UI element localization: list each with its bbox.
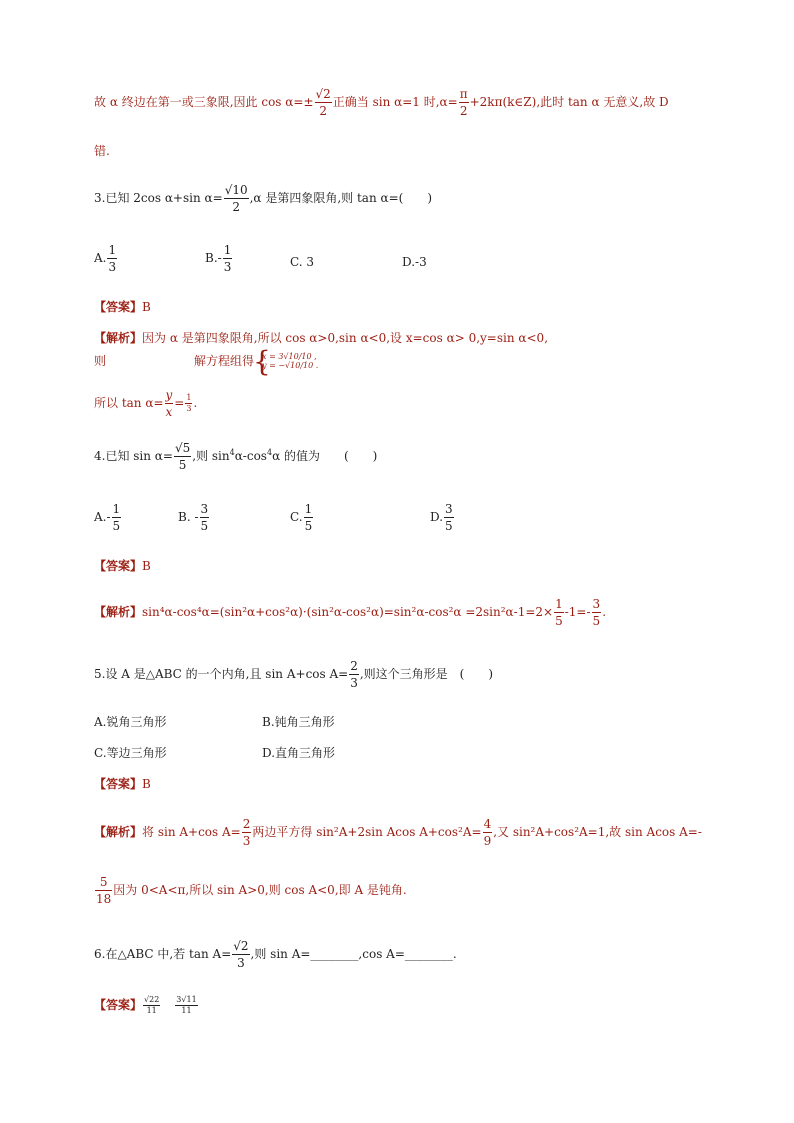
solution-line-2: 错. [94, 144, 110, 158]
option-d: D.直角三角形 [262, 746, 336, 760]
equation-system: { x = 3√10/10 , y = −√10/10 . [254, 352, 318, 371]
question-5: 5.设 A 是△ABC 的一个内角,且 sin A+cos A= $\frac{2}{3}$ ,则这个三角形是 ( ) [94, 659, 494, 690]
option-d: D. $\frac{3}{5}$ [430, 502, 453, 533]
analysis-5-line-2: $\frac{5}{18}$ 因为 0<A<π,所以 sin A>0,则 cos A<0,即 A 是钝角. [96, 875, 407, 906]
text: 故 α 终边在第一或三象限,因此 cos α=± [94, 95, 314, 109]
option-a: A.锐角三角形 [94, 715, 167, 729]
fraction: $\frac{√10}{2}$ [224, 183, 248, 214]
option-c: C. 3 [290, 255, 315, 269]
option-d: D.-3 [402, 255, 427, 269]
text: 正确当 sin α=1 时,α= [332, 95, 458, 109]
option-b: B.- $\frac{1}{3}$ [205, 243, 232, 274]
option-b: B.钝角三角形 [262, 715, 335, 729]
question-4: 4.已知 sin α= $\frac{√5}{5}$ ,则 $\sin^4\alpha-\cos^4\alpha$ 的值为 ( ) [94, 441, 378, 472]
analysis-3-line-2: 则 解方程组得 { x = 3√10/10 , y = −√10/10 . [94, 352, 318, 371]
answer-3: 【答案】B [94, 300, 151, 314]
analysis-4: 【解析】sin⁴α-cos⁴α=(sin²α+cos²α)·(sin²α-cos²α)=sin²α-cos²α =2sin²α-1=2× $\frac{1}{5}$ -1=- $\frac{3}{5}$ . [94, 597, 607, 628]
analysis-5-line-1: 【解析】将 sin A+cos A= $\frac{2}{3}$ 两边平方得 sin²A+2sin Acos A+cos²A= $\frac{4}{9}$ ,又 sin²A+cos²A=1,故 sin Acos A=- [94, 817, 702, 848]
solution-line-1 [94, 88, 669, 117]
fraction: $\frac{\pi}{2}$ [459, 87, 468, 118]
option-a: A. $\frac{1}{3}$ [94, 243, 117, 274]
question-6: 6.在△ABC 中,若 tan A= $\frac{√2}{3}$ ,则 sin A=________,cos A=________. [94, 939, 457, 970]
option-c: C. $\frac{1}{5}$ [290, 502, 313, 533]
option-a: A.- $\frac{1}{5}$ [94, 502, 121, 533]
analysis-3-line-3: 所以 tan α= $\frac{y}{x}$ = $\frac{1}{3}$ . [94, 388, 198, 419]
option-c: C.等边三角形 [94, 746, 167, 760]
text: +2kπ(k∈Z),此时 tan α 无意义,故 D [469, 95, 669, 109]
answer-5: 【答案】B [94, 777, 151, 791]
analysis-3-line-1: 【解析】因为 α 是第四象限角,所以 cos α>0,sin α<0,设 x=cos α> 0,y=sin α<0, [94, 331, 549, 345]
answer-6: 【答案】 $\frac{√22}{11}$ $\frac{3√11}{11}$ [94, 995, 197, 1015]
option-b: B. - $\frac{3}{5}$ [178, 502, 209, 533]
answer-4: 【答案】B [94, 559, 151, 573]
question-3: 3.已知 2cos α+sin α= $\frac{√10}{2}$ ,α 是第四象限角,则 tan α=( ) [94, 183, 433, 214]
fraction: $\frac{√2}{2}$ [315, 87, 331, 118]
